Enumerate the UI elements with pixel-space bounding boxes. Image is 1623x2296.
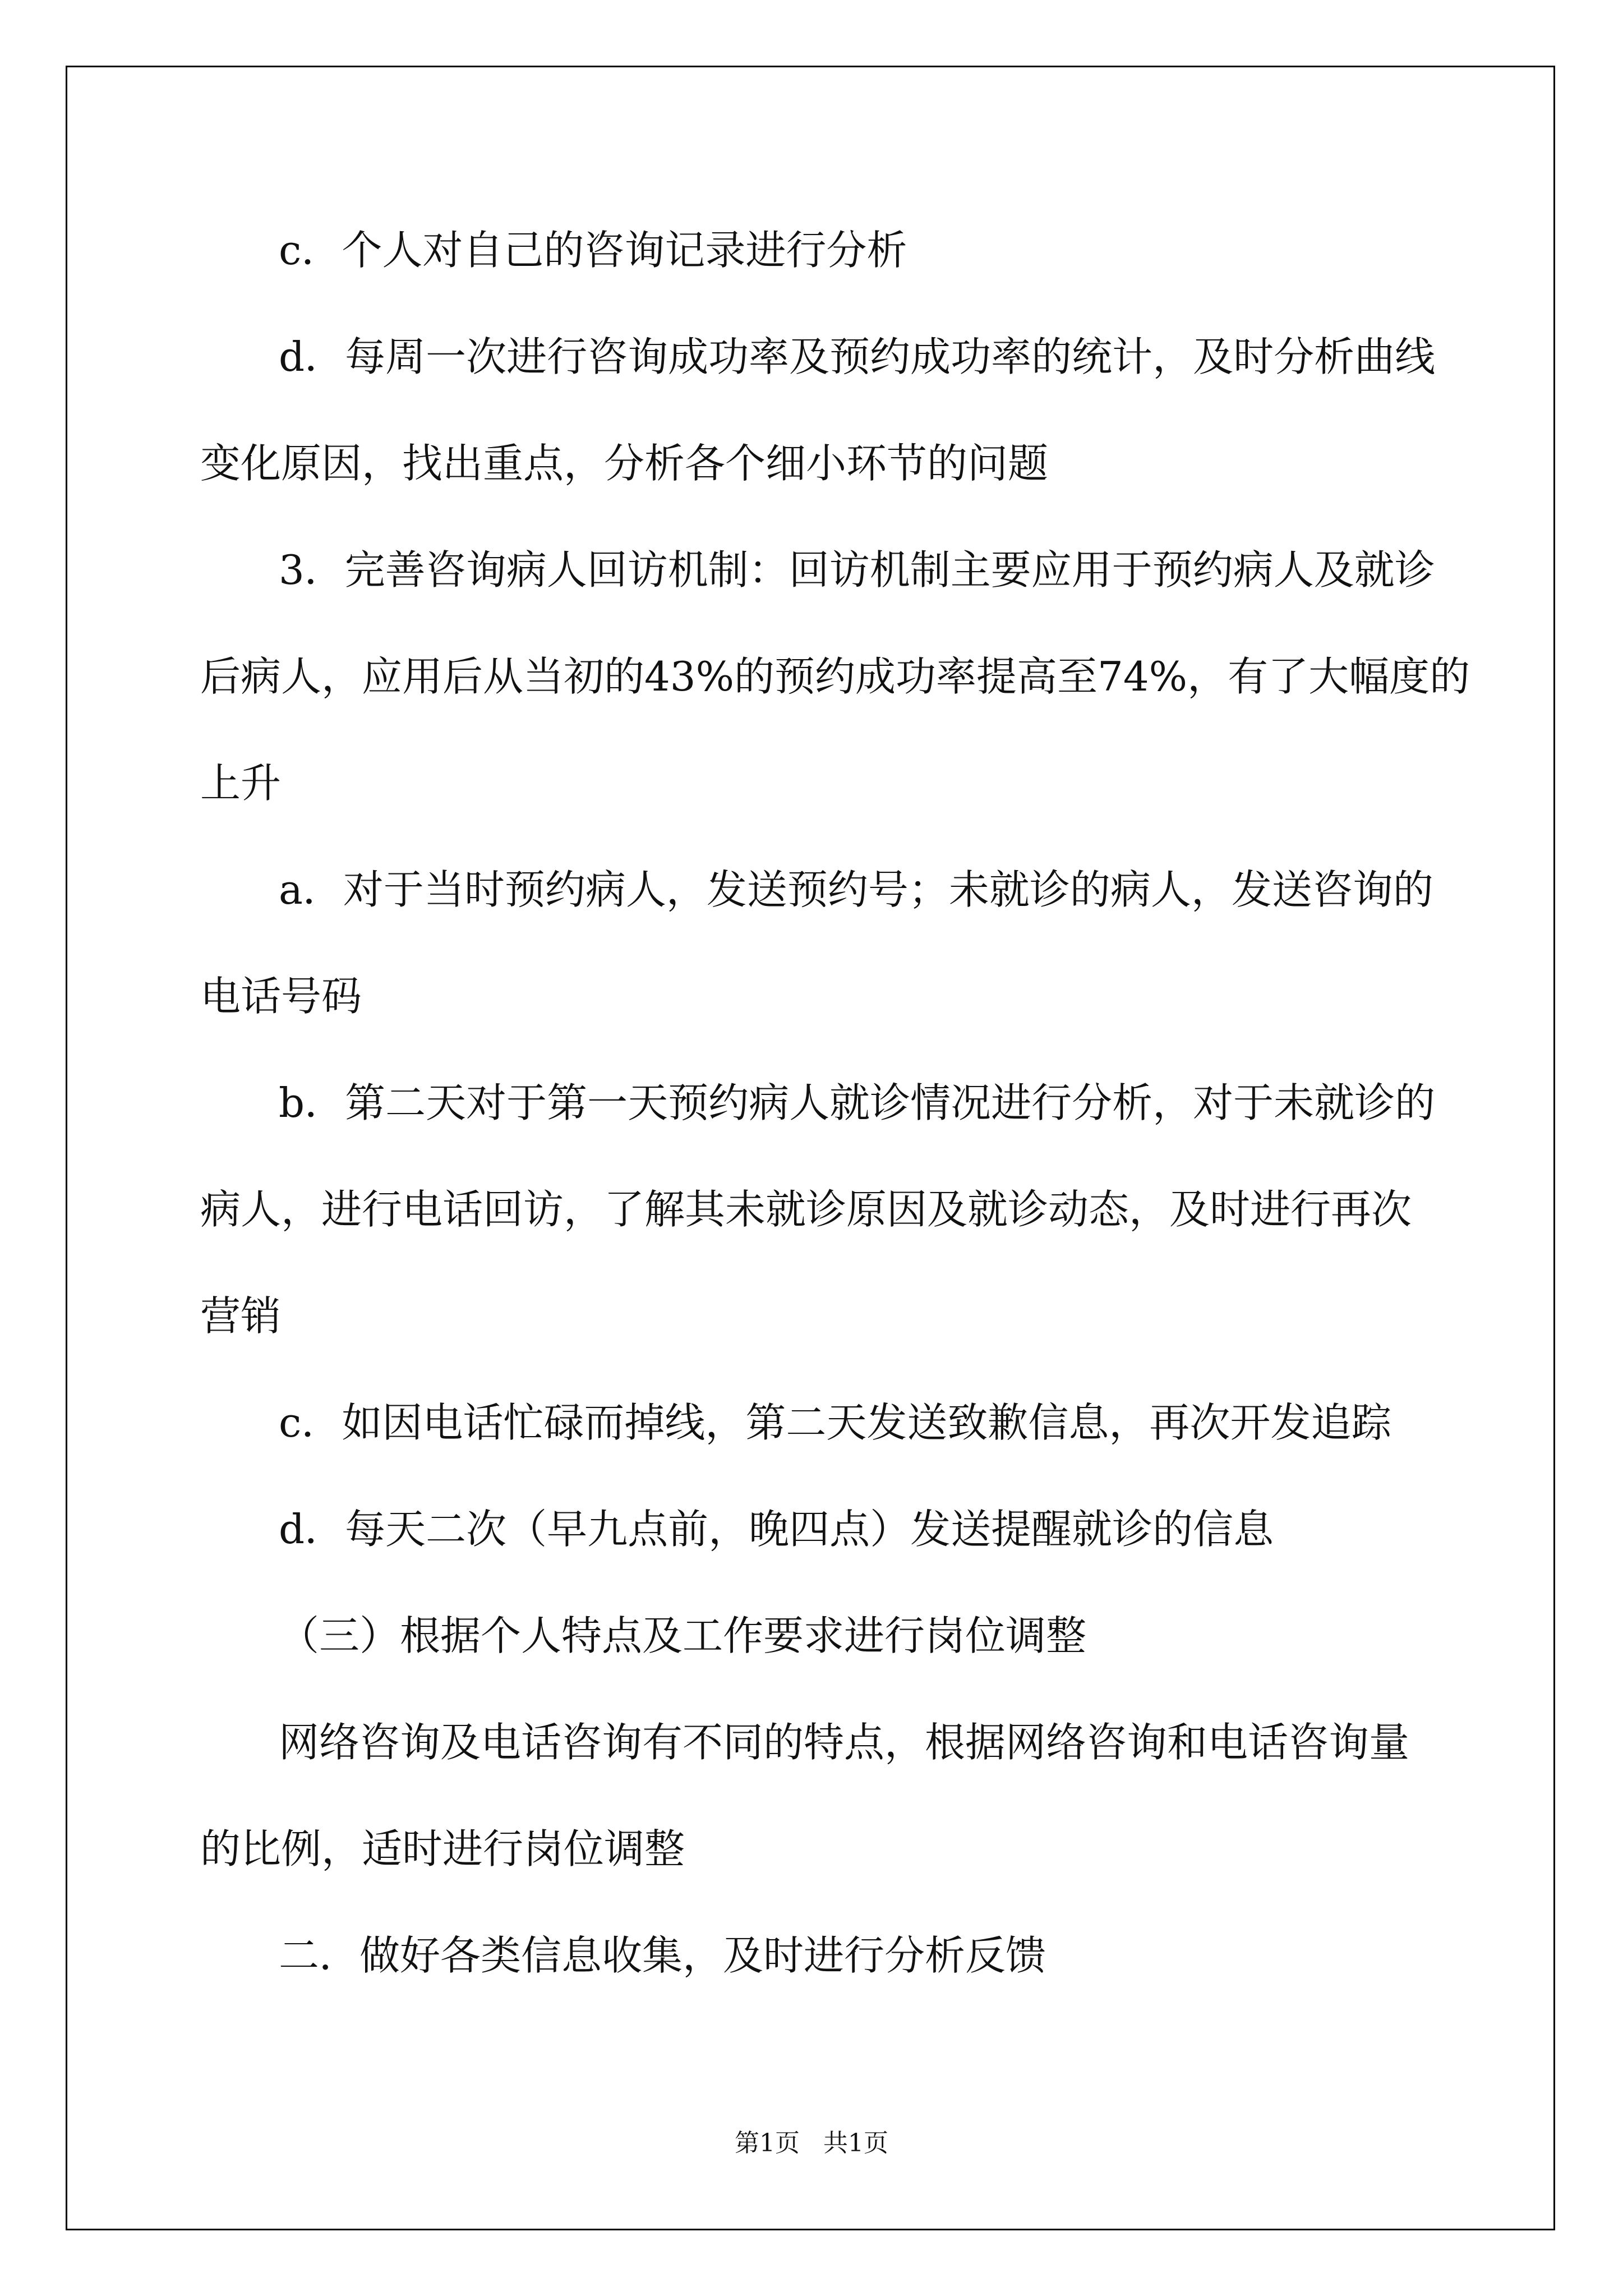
paragraph-line: 后病人，应用后从当初的43%的预约成功率提高至74%，有了大幅度的 bbox=[200, 653, 1470, 700]
paragraph-line: 上升 bbox=[200, 760, 282, 807]
paragraph-line: 营销 bbox=[200, 1292, 282, 1340]
page-number-total: 共1页 bbox=[823, 2129, 888, 2157]
page-footer bbox=[0, 2131, 1623, 2156]
section-heading: （三）根据个人特点及工作要求进行岗位调整 bbox=[279, 1612, 1087, 1659]
paragraph-line: c．如因电话忙碌而掉线，第二天发送致歉信息，再次开发追踪 bbox=[279, 1399, 1392, 1446]
page-number-current: 第1页 bbox=[735, 2129, 800, 2157]
paragraph-line: a．对于当时预约病人，发送预约号；未就诊的病人，发送咨询的 bbox=[279, 866, 1433, 913]
page-border bbox=[66, 66, 1555, 2230]
section-heading: 二．做好各类信息收集，及时进行分析反馈 bbox=[279, 1932, 1046, 1979]
paragraph-line: 网络咨询及电话咨询有不同的特点，根据网络咨询和电话咨询量 bbox=[279, 1719, 1410, 1766]
paragraph-line: d．每天二次（早九点前，晚四点）发送提醒就诊的信息 bbox=[279, 1506, 1274, 1553]
paragraph-line: 电话号码 bbox=[200, 973, 362, 1020]
paragraph-line: 病人，进行电话回访，了解其未就诊原因及就诊动态，及时进行再次 bbox=[200, 1186, 1412, 1233]
paragraph-line: c．个人对自己的咨询记录进行分析 bbox=[279, 227, 907, 274]
paragraph-line: 的比例，适时进行岗位调整 bbox=[200, 1825, 685, 1872]
paragraph-line: 变化原因，找出重点，分析各个细小环节的问题 bbox=[200, 440, 1049, 487]
paragraph-line: b．第二天对于第一天预约病人就诊情况进行分析，对于未就诊的 bbox=[279, 1079, 1436, 1126]
paragraph-line: d．每周一次进行咨询成功率及预约成功率的统计，及时分析曲线 bbox=[279, 333, 1436, 380]
paragraph-line: 3．完善咨询病人回访机制：回访机制主要应用于预约病人及就诊 bbox=[279, 546, 1435, 593]
